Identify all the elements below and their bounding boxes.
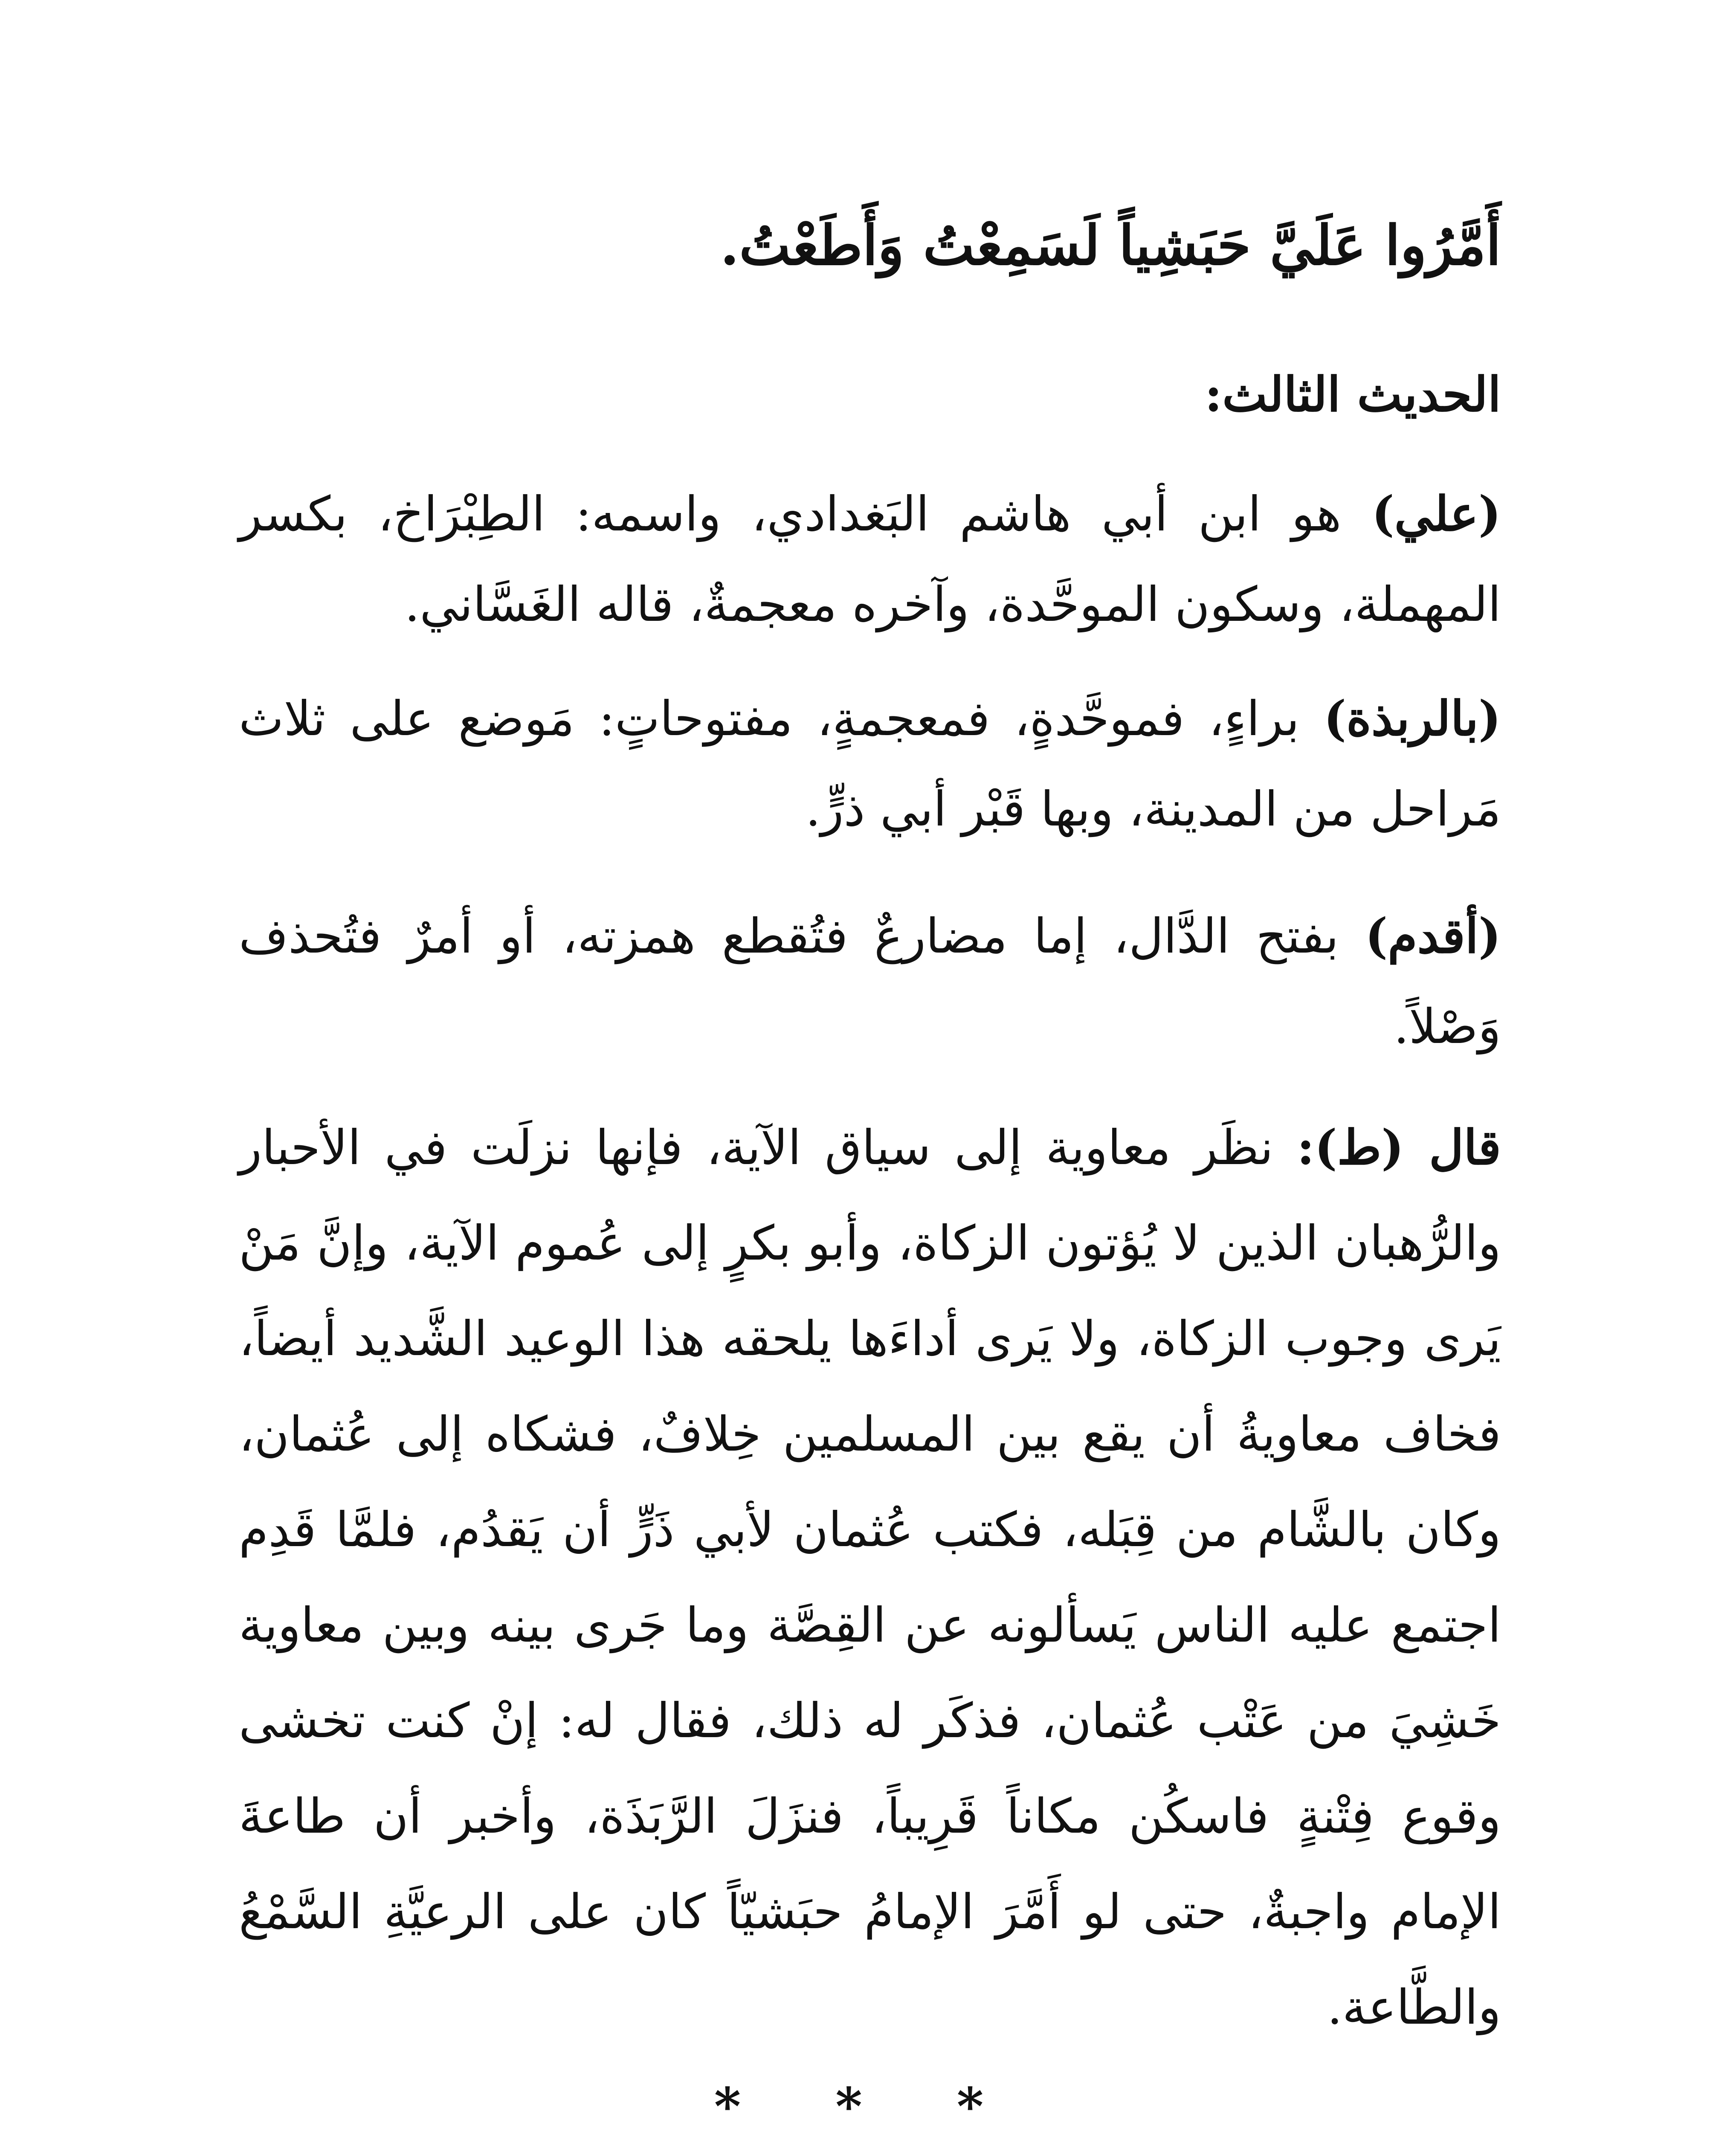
paragraph-lead-term: (أقدم) xyxy=(1365,908,1501,964)
paragraph-text: براءٍ، فموحَّدةٍ، فمعجمةٍ، مفتوحاتٍ: مَوضع على ثلاث مَراحل من المدينة، وبها قَبْر أبي ذرٍّ. xyxy=(239,691,1501,837)
paragraph xyxy=(239,891,1501,1072)
paragraph-lead-term: (بالربذة) xyxy=(1324,691,1501,747)
paragraph-text: هو ابن أبي هاشم البَغدادي، واسمه: الطِبْرَاخ، بكسر المهملة، وسكون الموحَّدة، وآخره معجمةٌ، قاله الغَسَّاني. xyxy=(239,487,1501,632)
paragraph xyxy=(239,1100,1501,2055)
paragraph-text: بفتح الدَّال، إما مضارعٌ فتُقطع همزته، أو أمرٌ فتُحذف وَصْلاً. xyxy=(239,909,1501,1054)
paragraph xyxy=(239,674,1501,855)
quoted-text-line: أَمَّرُوا عَلَيَّ حَبَشِياً لَسَمِعْتُ وَأَطَعْتُ. xyxy=(720,214,1501,278)
section-separator: * * * xyxy=(714,2077,1022,2132)
section-heading: الحديث الثالث: xyxy=(1204,367,1501,423)
paragraph-lead-term: (علي) xyxy=(1371,486,1501,542)
paragraph xyxy=(239,469,1501,650)
paragraph-lead-term: قال (ط): xyxy=(1297,1120,1501,1176)
paragraph-text: نظَر معاوية إلى سياق الآية، فإنها نزلَت في الأحبار والرُّهبان الذين لا يُؤتون الزكاة، وأبو بكرٍ إلى عُموم الآية، وإنَّ مَنْ يَرى وجوب الزكاة، ولا يَرى أداءَها يلحقه هذا الوعيد الشَّديد أيضاً، فخاف معاويةُ أن يقع بين المسلمين خِلافٌ، فشكاه إلى عُثمان، وكان بالشَّام من قِبَله، فكتب عُثمان لأبي ذَرٍّ أن يَقدُم، فلمَّا قَدِم اجتمع عليه الناس يَسألونه عن القِصَّة وما جَرى بينه وبين معاوية خَشِيَ من عَتْب عُثمان، فذكَر له ذلك، فقال له: إنْ كنت تخشى وقوع فِتْنةٍ فاسكُن مكاناً قَرِيباً، فنزَلَ الرَّبَذَة، وأخبر أن طاعةَ الإمام واجبةٌ، حتى لو أَمَّرَ الإمامُ حبَشيّاً كان على الرعيَّةِ السَّمْعُ والطَّاعة. xyxy=(239,1120,1501,2035)
